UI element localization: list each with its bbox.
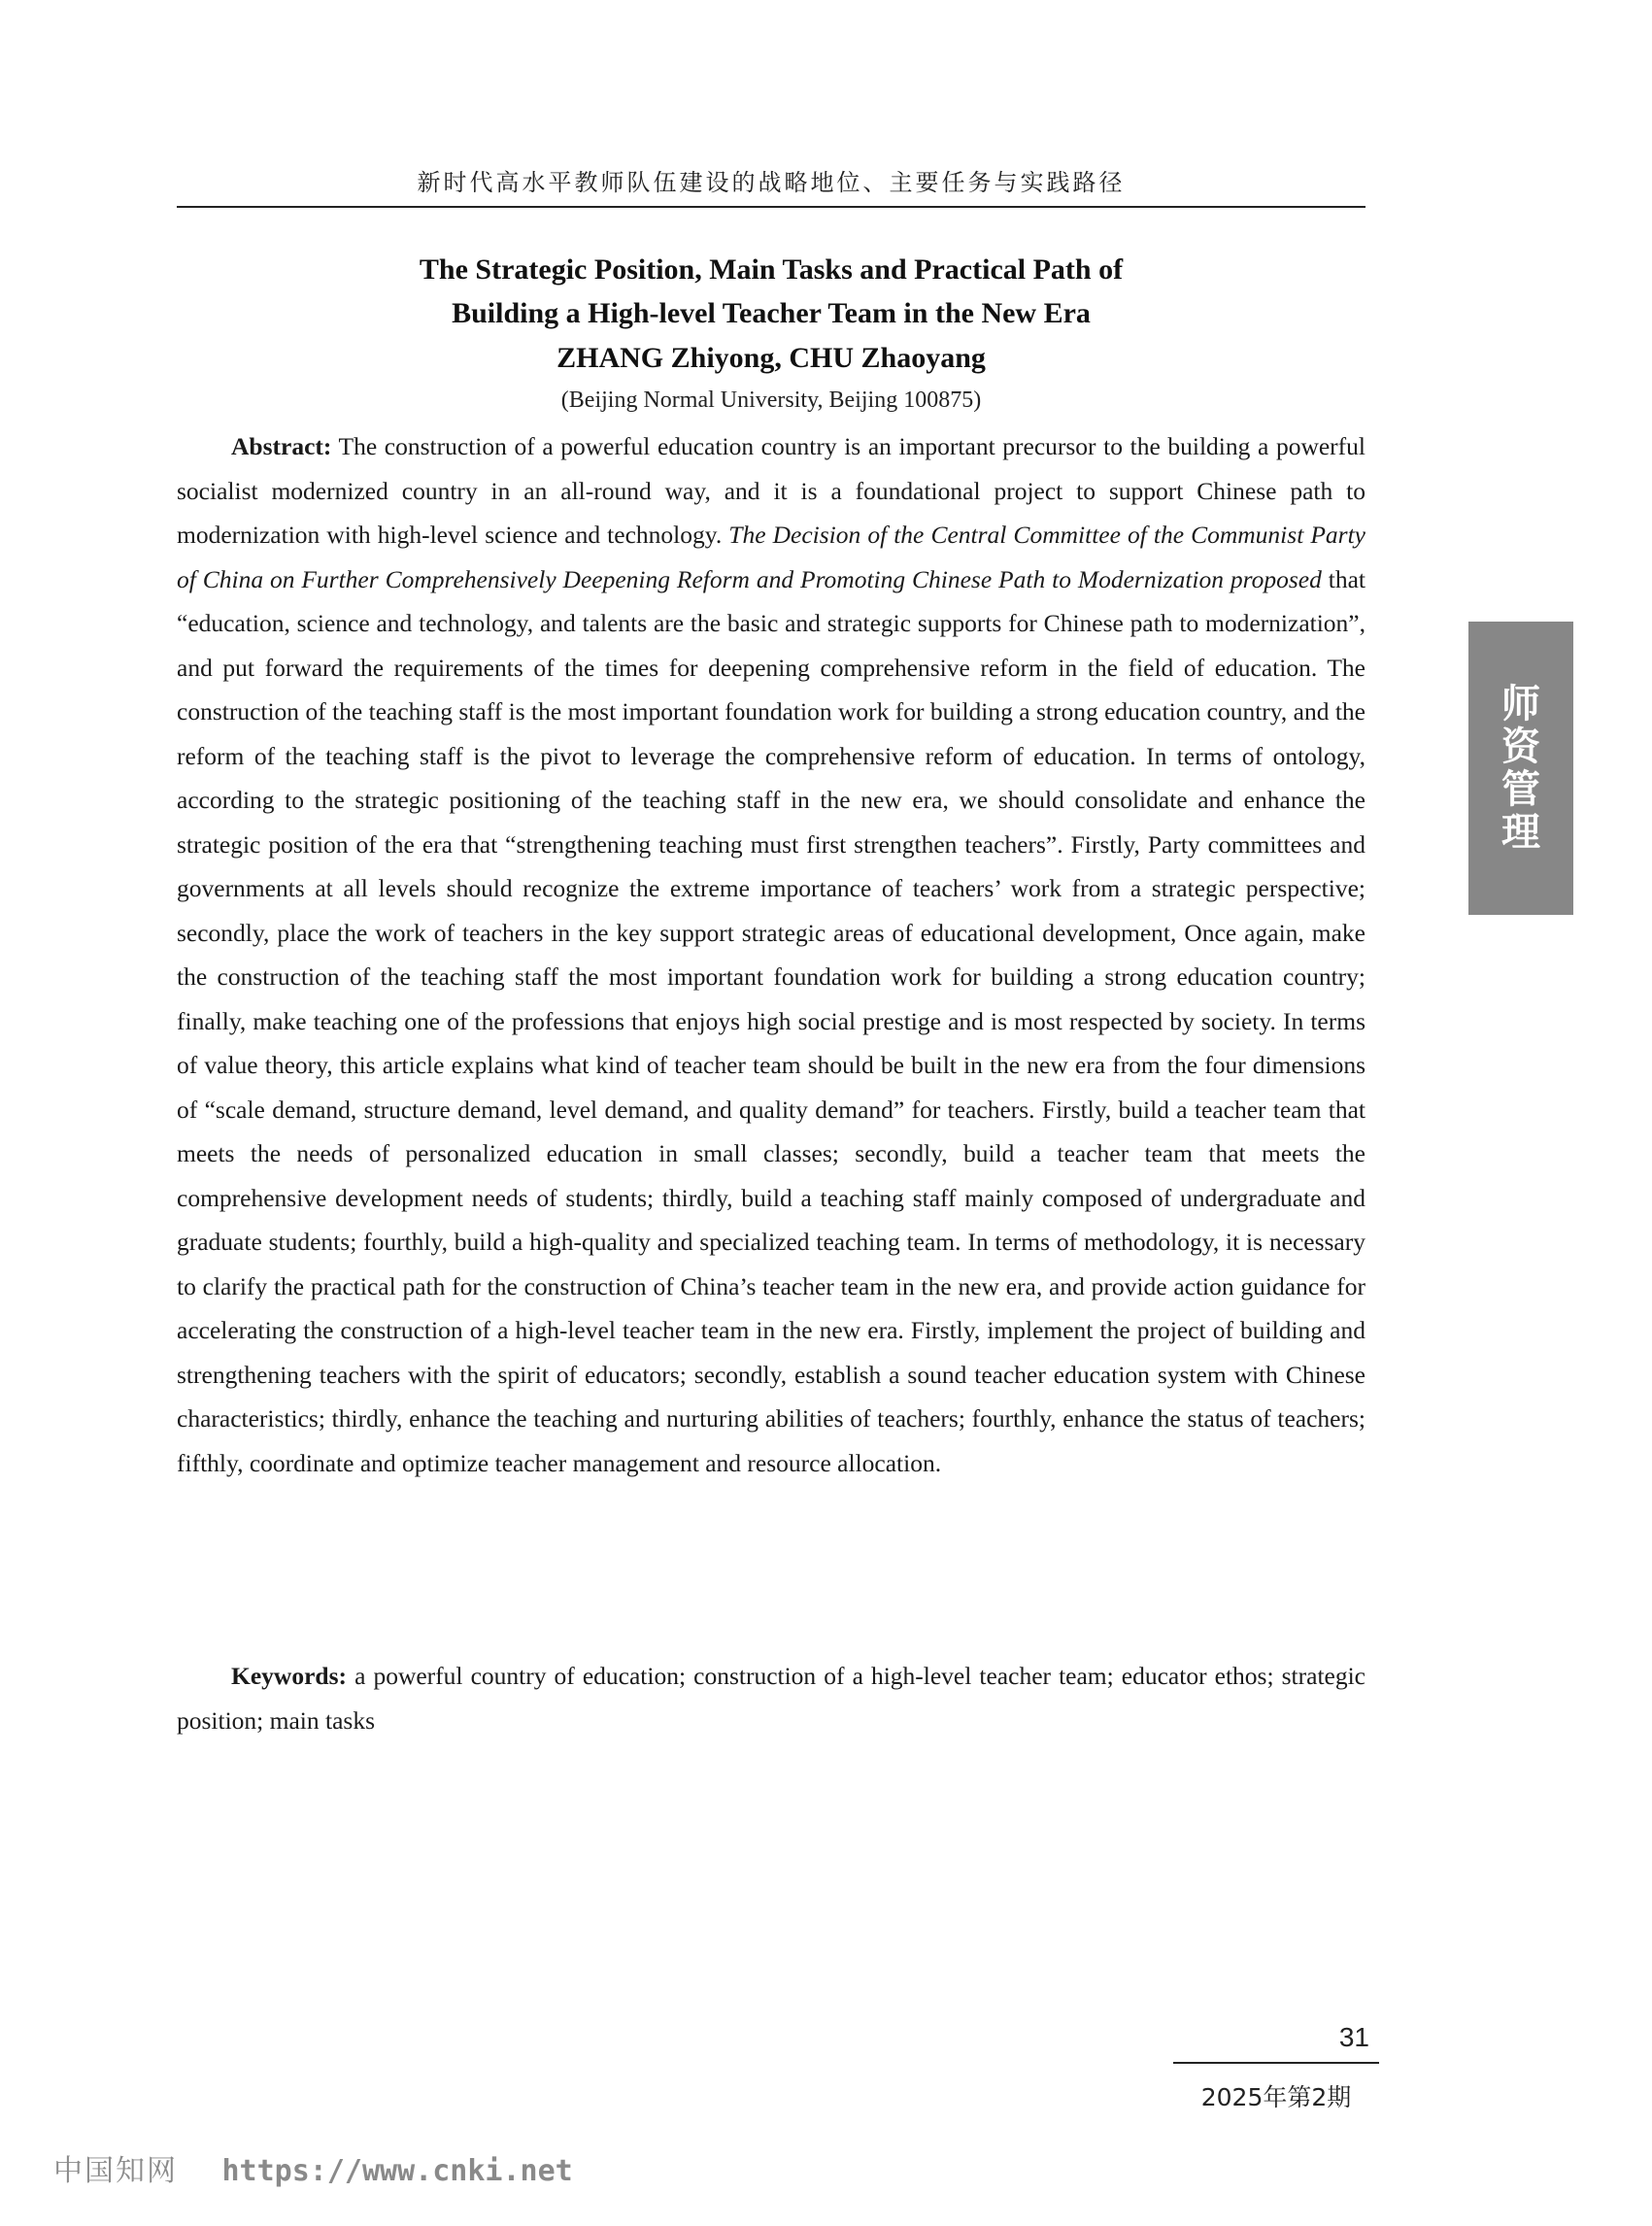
title-line-2: Building a High-level Teacher Team in the New Era [452, 297, 1091, 329]
title-line-1: The Strategic Position, Main Tasks and Practical Path of [419, 253, 1124, 286]
watermark-url: https://www.cnki.net [221, 2154, 573, 2188]
section-side-tab [1468, 622, 1573, 915]
authors: ZHANG Zhiyong, CHU Zhaoyang [556, 342, 986, 374]
footer-rule [1173, 2062, 1379, 2064]
abstract-text-part-1: The construction of a powerful education country is an important precursor to the building a powerful socialist modernized country in an all-round way, and it is a foundational project to support Chinese path to modernization with high-level science and technology. [177, 432, 1365, 549]
paper-title [177, 248, 1365, 335]
issue-label: 2025年第2期 [1200, 2083, 1352, 2111]
abstract-italic-title: The Decision of the Central Committee of the Communist Party of China on Further Comprehensively Deepening Reform and Promoting Chinese Path to Modernization proposed [177, 521, 1365, 593]
watermark-site-name: 中国知网 [53, 2154, 178, 2188]
watermark [53, 2146, 573, 2189]
section-side-tab-label: 师资管理 [1501, 681, 1540, 855]
keywords-label: Keywords: [231, 1662, 347, 1690]
page-number: 31 [1338, 2022, 1369, 2052]
affiliation: (Beijing Normal University, Beijing 100875) [560, 388, 982, 413]
abstract-label: Abstract: [231, 432, 332, 460]
abstract [177, 424, 1365, 1485]
header-rule [177, 206, 1365, 208]
running-header: 新时代高水平教师队伍建设的战略地位、主要任务与实践路径 [417, 169, 1126, 196]
keywords-text: a powerful country of education; construction of a high-level teacher team; educator ethos; strategic position; main tasks [177, 1662, 1365, 1735]
abstract-text-part-2: that “education, science and technology, and talents are the basic and strategic supports for Chinese path to modernization”, and put forward the requirements of the times for deepening comprehensive reform in the field of education. The construction of the teaching staff is the most important foundation work for building a strong education country, and the reform of the teaching staff is the pivot to leverage the comprehensive reform of education. In terms of ontology, according to the strategic positioning of the teaching staff in the new era, we should consolidate and enhance the strategic position of the era that “strengthening teaching must first strengthen teachers”. Firstly, Party committees and governments at all levels should recognize the extreme importance of teachers’ work from a strategic perspective; secondly, place the work of teachers in the key support strategic areas of educational development, Once again, make the construction of the teaching staff the most important foundation work for building a strong education country; finally, make teaching one of the professions that enjoys high social prestige and is most respected by society. In terms of value theory, this article explains what kind of teacher team should be built in the new era from the four dimensions of “scale demand, structure demand, level demand, and quality demand” for teachers. Firstly, build a teacher team that meets the needs of personalized education in small classes; secondly, build a teacher team that meets the comprehensive development needs of students; thirdly, build a teaching staff mainly composed of undergraduate and graduate students; fourthly, build a high-quality and specialized teaching team. In terms of methodology, it is necessary to clarify the practical path for the construction of China’s teacher team in the new era, and provide action guidance for accelerating the construction of a high-level teacher team in the new era. Firstly, implement the project of building and strengthening teachers with the spirit of educators; secondly, establish a sound teacher education system with Chinese characteristics; thirdly, enhance the teaching and nurturing abilities of teachers; fourthly, enhance the status of teachers; fifthly, coordinate and optimize teacher management and resource allocation. [177, 564, 1365, 1477]
keywords [177, 1654, 1365, 1742]
